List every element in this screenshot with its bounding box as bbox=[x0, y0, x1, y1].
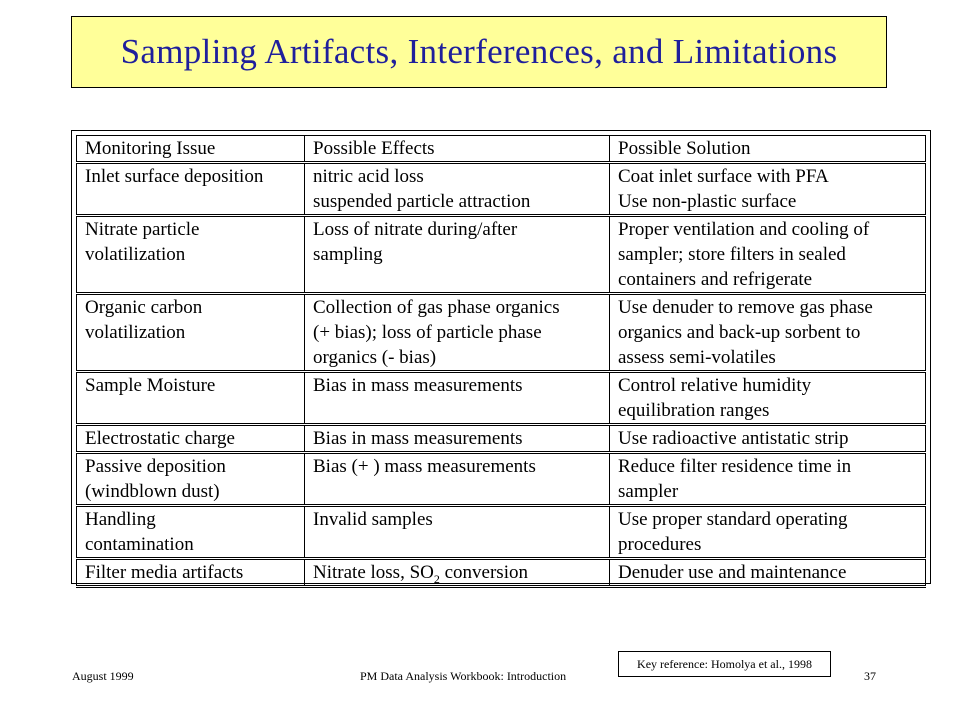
cell-text-after-subscript: conversion bbox=[439, 562, 528, 583]
table-row bbox=[77, 453, 926, 506]
cell-text-line: Sample Moisture bbox=[85, 375, 216, 396]
cell-text-line: Nitrate particle bbox=[85, 219, 200, 240]
cell-text-line: organics and back-up sorbent to bbox=[618, 322, 861, 343]
cell-text-line: (windblown dust) bbox=[85, 481, 220, 502]
issue-cell bbox=[77, 163, 305, 216]
effects-cell bbox=[305, 294, 610, 372]
subscript-text: 2 bbox=[433, 571, 440, 586]
solution-cell bbox=[610, 216, 926, 294]
cell-text-line: Proper ventilation and cooling of bbox=[618, 219, 870, 240]
solution-cell bbox=[610, 506, 926, 559]
header-possible-solution: Possible Solution bbox=[610, 136, 926, 163]
table-row bbox=[77, 372, 926, 425]
cell-text-line: Handling bbox=[85, 509, 156, 530]
cell-text-line: Coat inlet surface with PFA bbox=[618, 166, 829, 187]
cell-text-line: sampler bbox=[618, 481, 679, 502]
cell-text-line: volatilization bbox=[85, 322, 186, 343]
cell-text-line: procedures bbox=[618, 534, 702, 555]
cell-text-line: organics (- bias) bbox=[313, 347, 437, 368]
cell-text-line: equilibration ranges bbox=[618, 400, 770, 421]
effects-cell bbox=[305, 163, 610, 216]
cell-text-line: contamination bbox=[85, 534, 194, 555]
table-row bbox=[77, 216, 926, 294]
page-number: 37 bbox=[864, 669, 876, 683]
solution-cell bbox=[610, 294, 926, 372]
cell-text-line: containers and refrigerate bbox=[618, 269, 813, 290]
effects-cell bbox=[305, 559, 610, 587]
solution-cell bbox=[610, 559, 926, 587]
table-row bbox=[77, 294, 926, 372]
table-header-row bbox=[77, 136, 926, 163]
issue-cell bbox=[77, 372, 305, 425]
slide-title: Sampling Artifacts, Interferences, and Limitations bbox=[120, 32, 838, 71]
cell-text-line: Bias in mass measurements bbox=[313, 375, 523, 396]
cell-text-line: sampler; store filters in sealed bbox=[618, 244, 846, 265]
table-row bbox=[77, 163, 926, 216]
cell-text-line: Use proper standard operating bbox=[618, 509, 848, 530]
cell-text-line: Use radioactive antistatic strip bbox=[618, 428, 849, 449]
issue-cell bbox=[77, 559, 305, 587]
cell-text-line: nitric acid loss bbox=[313, 166, 424, 187]
solution-cell bbox=[610, 425, 926, 453]
effects-cell bbox=[305, 425, 610, 453]
cell-text-line bbox=[313, 560, 601, 585]
cell-text-line: (+ bias); loss of particle phase bbox=[313, 322, 542, 343]
key-reference-text: Key reference: Homolya et al., 1998 bbox=[637, 656, 812, 671]
cell-text-line: assess semi-volatiles bbox=[618, 347, 776, 368]
footer-date: August 1999 bbox=[72, 669, 134, 683]
effects-cell bbox=[305, 453, 610, 506]
issue-cell bbox=[77, 506, 305, 559]
solution-cell bbox=[610, 453, 926, 506]
issue-cell bbox=[77, 294, 305, 372]
footer-title: PM Data Analysis Workbook: Introduction bbox=[360, 669, 567, 683]
issues-table bbox=[76, 135, 926, 588]
cell-text-line: Inlet surface deposition bbox=[85, 166, 264, 187]
cell-text-before-subscript: Nitrate loss, SO bbox=[313, 562, 434, 583]
cell-text-line: Control relative humidity bbox=[618, 375, 812, 396]
effects-cell bbox=[305, 506, 610, 559]
cell-text-line: Loss of nitrate during/after bbox=[313, 219, 518, 240]
title-banner bbox=[71, 16, 887, 88]
cell-text-line: Collection of gas phase organics bbox=[313, 297, 560, 318]
cell-text-line: sampling bbox=[313, 244, 383, 265]
cell-text-line: Filter media artifacts bbox=[85, 562, 244, 583]
cell-text-line: Bias in mass measurements bbox=[313, 428, 523, 449]
cell-text-line: Organic carbon bbox=[85, 297, 203, 318]
header-possible-effects: Possible Effects bbox=[305, 136, 610, 163]
solution-cell bbox=[610, 372, 926, 425]
cell-text-line: suspended particle attraction bbox=[313, 191, 531, 212]
cell-text-line: Use non-plastic surface bbox=[618, 191, 797, 212]
cell-text-line: Invalid samples bbox=[313, 509, 433, 530]
issue-cell bbox=[77, 453, 305, 506]
cell-text-line: Reduce filter residence time in bbox=[618, 456, 852, 477]
cell-text-line: Use denuder to remove gas phase bbox=[618, 297, 873, 318]
issues-table-frame bbox=[71, 130, 931, 584]
table-row bbox=[77, 425, 926, 453]
cell-text-line: Denuder use and maintenance bbox=[618, 562, 847, 583]
cell-text-line: Bias (+ ) mass measurements bbox=[313, 456, 536, 477]
effects-cell bbox=[305, 216, 610, 294]
cell-text-line: volatilization bbox=[85, 244, 186, 265]
cell-text-line: Passive deposition bbox=[85, 456, 226, 477]
header-monitoring-issue: Monitoring Issue bbox=[77, 136, 305, 163]
effects-cell bbox=[305, 372, 610, 425]
table-row bbox=[77, 506, 926, 559]
cell-text-line: Electrostatic charge bbox=[85, 428, 235, 449]
issue-cell bbox=[77, 425, 305, 453]
table-row bbox=[77, 559, 926, 587]
key-reference-box bbox=[618, 651, 831, 677]
issue-cell bbox=[77, 216, 305, 294]
solution-cell bbox=[610, 163, 926, 216]
